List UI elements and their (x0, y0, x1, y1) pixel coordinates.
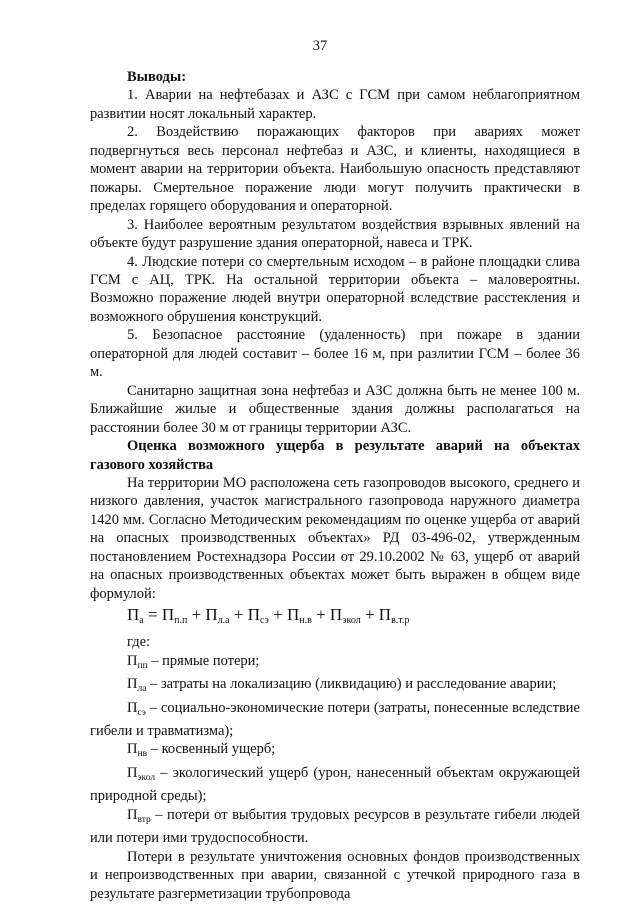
formula-term-symbol: П (247, 605, 260, 625)
paragraph-3: 3. Наиболее вероятным результатом воздействия взрывных явлений на объекте будут разрушение здания операторной, навеса и ТРК. (90, 216, 580, 252)
definition-item (90, 652, 580, 675)
definition-text: – потери от выбытия трудовых ресурсов в результате гибели людей или потери ими трудоспособности. (90, 806, 580, 847)
paragraph-5: 5. Безопасное расстояние (удаленность) при пожаре в здании операторной для людей составит – более 16 м, при разлитии ГСМ – более 36 м. (90, 327, 580, 381)
definition-text: – косвенный ущерб; (147, 741, 276, 758)
definition-item (90, 675, 580, 698)
formula-term-symbol: П (329, 605, 343, 625)
formula-term-subscript: в.т.р (391, 615, 410, 627)
formula-terms (161, 605, 410, 627)
definition-symbol: П (127, 652, 138, 669)
definition-subscript: сэ (137, 707, 146, 718)
formula-term-symbol: П (378, 605, 392, 625)
definition-item (90, 740, 580, 763)
formula-plus: + (268, 605, 287, 625)
where-label: где: (127, 634, 151, 651)
definition-symbol: П (127, 741, 138, 758)
formula-plus: + (187, 605, 206, 625)
definition-text: – социально-экономические потери (затраты, понесенные вследствие гибели и травматизма); (90, 699, 580, 739)
formula-plus: + (229, 605, 248, 625)
definition-subscript: экол (137, 772, 156, 783)
formula-term-subscript: сэ (260, 615, 269, 627)
paragraph-last: Потери в результате уничтожения основных фондов производственных и непроизводственных при аварии, связанной с утечкой природного газа в результате разгерметизации трубопровода (90, 848, 580, 902)
formula-term-symbol: П (205, 605, 218, 625)
page-content (90, 68, 580, 903)
definition-text: – экологический ущерб (урон, нанесенный объектам окружающей природной среды); (90, 764, 580, 805)
formula-term-subscript: н.в (299, 615, 312, 627)
formula-term-subscript: п.п (174, 615, 188, 627)
definition-subscript: втр (137, 814, 151, 825)
formula-plus: + (360, 605, 379, 625)
definition-item (90, 764, 580, 806)
paragraph-1: 1. Аварии на нефтебазах и АЗС с ГСМ при самом неблагоприятном развитии носят локальный характер. (90, 87, 580, 122)
formula-lhs: П (127, 605, 140, 625)
definition-subscript: нв (137, 749, 148, 760)
formula-term-symbol: П (161, 605, 175, 625)
conclusions-heading: Выводы: (127, 69, 187, 85)
paragraph-4: 4. Людские потери со смертельным исходом – в районе площадки слива ГСМ с АЦ, ТРК. На остальной территории объекта – маловероятны. Возможно поражение людей внутри операторной вследствие расстекления и возможного обрушения конструкций. (90, 253, 580, 325)
definition-symbol: П (127, 699, 138, 716)
damage-formula (90, 605, 580, 631)
formula-plus: + (311, 605, 330, 625)
formula-eq: = (143, 605, 162, 625)
definition-text: – прямые потери; (147, 652, 260, 669)
definitions-list (90, 652, 580, 848)
paragraph-7: На территории МО расположена сеть газопроводов высокого, среднего и низкого давления, участок магистрального газопровода наружного диаметра 1420 мм. Согласно Методическим рекомендациям по оценке ущерба от аварий на опасных производственных объектах» РД 03-496-02, утвержденным постановлением Ростехнадзора России от 29.10.2002 № 63, ущерб от аварий на опасных производственных объектах может быть выражен в общем виде формулой: (90, 474, 580, 602)
definition-subscript: ла (137, 684, 147, 695)
formula-lhs-sub: а (139, 615, 144, 627)
formula-term-subscript: экол (342, 615, 361, 627)
definition-item (90, 806, 580, 848)
definition-symbol: П (127, 764, 138, 781)
definition-subscript: пп (137, 660, 148, 671)
definition-item (90, 699, 580, 741)
page-number: 37 (312, 38, 328, 54)
definition-symbol: П (127, 806, 138, 823)
definition-symbol: П (127, 676, 138, 693)
paragraph-2: 2. Воздействию поражающих факторов при авариях может подвергнуться весь персонал нефтебаз и АЗС, и клиенты, находящиеся в момент аварии на территории объекта. Наибольшую опасность представляют пожары. Смертельное поражение люди могут получить практически в пределах горящего оборудования и операторной. (90, 124, 580, 215)
formula-term-symbol: П (286, 605, 300, 625)
formula-term-subscript: л.а (217, 615, 230, 627)
gas-damage-heading: Оценка возможного ущерба в результате аварий на объектах газового хозяйства (90, 438, 580, 473)
definition-text: – затраты на локализацию (ликвидацию) и расследование аварии; (146, 676, 557, 693)
paragraph-6: Санитарно защитная зона нефтебаз и АЗС должна быть не менее 100 м. Ближайшие жилые и общественные здания должны располагаться на расстоянии более 30 м от границы территории АЗС. (90, 382, 580, 436)
